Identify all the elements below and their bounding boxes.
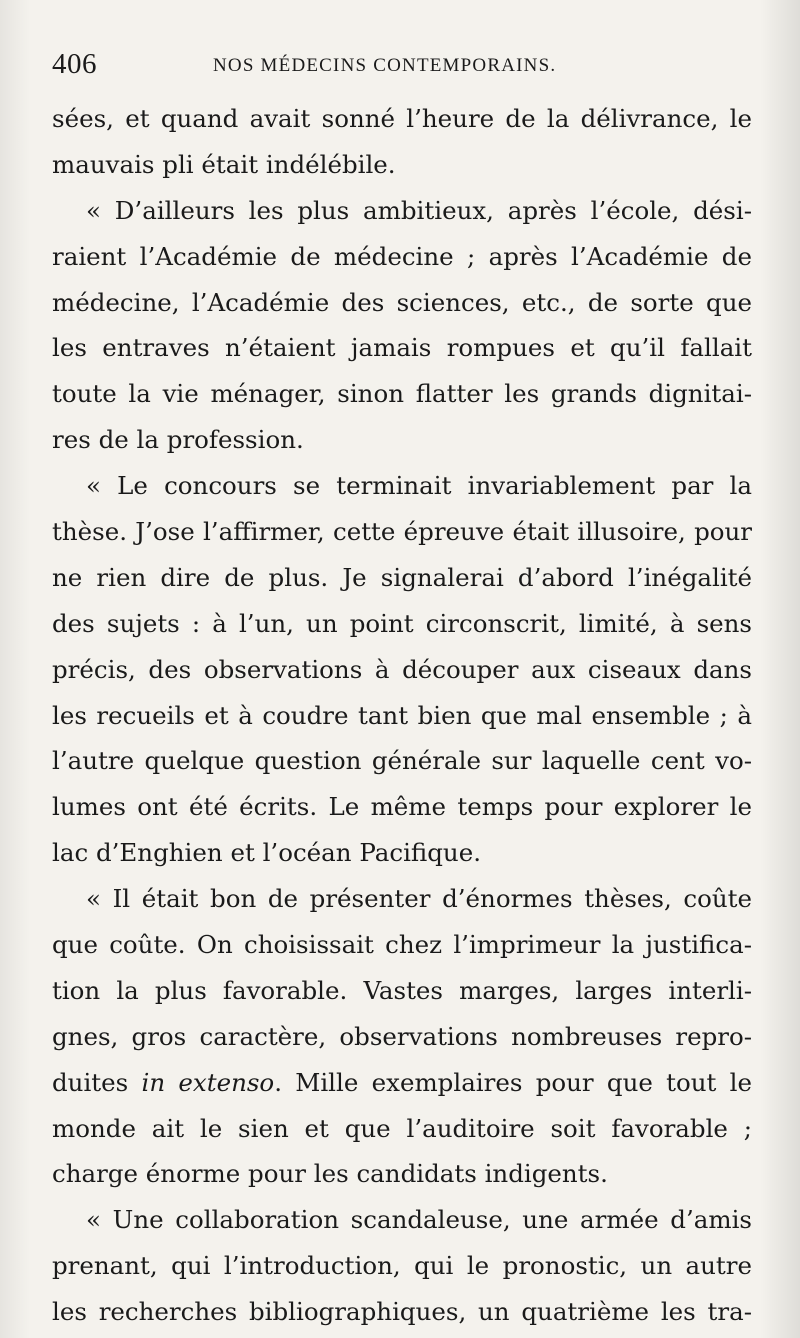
italic-phrase: in extenso [141, 1067, 275, 1097]
text-line: ne rien dire de plus. Je signalerai d’abord l’inégalité [52, 562, 752, 592]
text-line: « Il était bon de présenter d’énormes thèses, coûte [86, 884, 752, 914]
text-line: « D’ailleurs les plus ambitieux, après l’école, dési- [86, 195, 752, 225]
text-line: res de la profession. [52, 425, 304, 455]
text-segment: . Mille exemplaires pour que tout le [274, 1067, 753, 1097]
text-segment: duites [52, 1067, 129, 1097]
text-line: que coûte. On choisissait chez l’imprimeur la justifica- [52, 930, 752, 960]
text-line: charge énorme pour les candidats indigents. [52, 1159, 608, 1189]
text-line: thèse. J’ose l’affirmer, cette épreuve était illusoire, pour [52, 517, 752, 547]
text-line: les recherches bibliographiques, un quatrième les tra- [52, 1297, 752, 1327]
text-line: raient l’Académie de médecine ; après l’Académie de [52, 241, 752, 271]
text-line: toute la vie ménager, sinon flatter les grands dignitai- [52, 379, 752, 409]
body-text [52, 96, 752, 1335]
page-number: 406 [52, 48, 97, 80]
text-line: monde ait le sien et que l’auditoire soit favorable ; [52, 1113, 752, 1143]
text-line-with-italic [52, 1060, 752, 1106]
running-head: NOS MÉDECINS CONTEMPORAINS. [213, 55, 557, 76]
text-line: sées, et quand avait sonné l’heure de la délivrance, le [52, 104, 752, 133]
text-line: mauvais pli était indélébile. [52, 149, 396, 179]
text-line: gnes, gros caractère, observations nombreuses repro- [52, 1021, 752, 1051]
text-line: les entraves n’étaient jamais rompues et qu’il fallait [52, 333, 752, 363]
text-line: lumes ont été écrits. Le même temps pour explorer le [52, 792, 752, 822]
text-line: l’autre quelque question générale sur laquelle cent vo- [52, 746, 752, 776]
text-line: tion la plus favorable. Vastes marges, larges interli- [52, 975, 752, 1005]
text-line: prenant, qui l’introduction, qui le pronostic, un autre [52, 1251, 752, 1281]
text-line: médecine, l’Académie des sciences, etc., de sorte que [52, 287, 752, 317]
page-header [52, 44, 752, 84]
text-line: les recueils et à coudre tant bien que mal ensemble ; à [52, 700, 752, 730]
text-line: des sujets : à l’un, un point circonscrit, limité, à sens [52, 608, 752, 638]
text-line: lac d’Enghien et l’océan Pacifique. [52, 838, 481, 868]
text-line: « Une collaboration scandaleuse, une armée d’amis [86, 1205, 752, 1235]
text-line: précis, des observations à découper aux ciseaux dans [52, 654, 752, 684]
text-line: « Le concours se terminait invariablement par la [86, 471, 752, 501]
